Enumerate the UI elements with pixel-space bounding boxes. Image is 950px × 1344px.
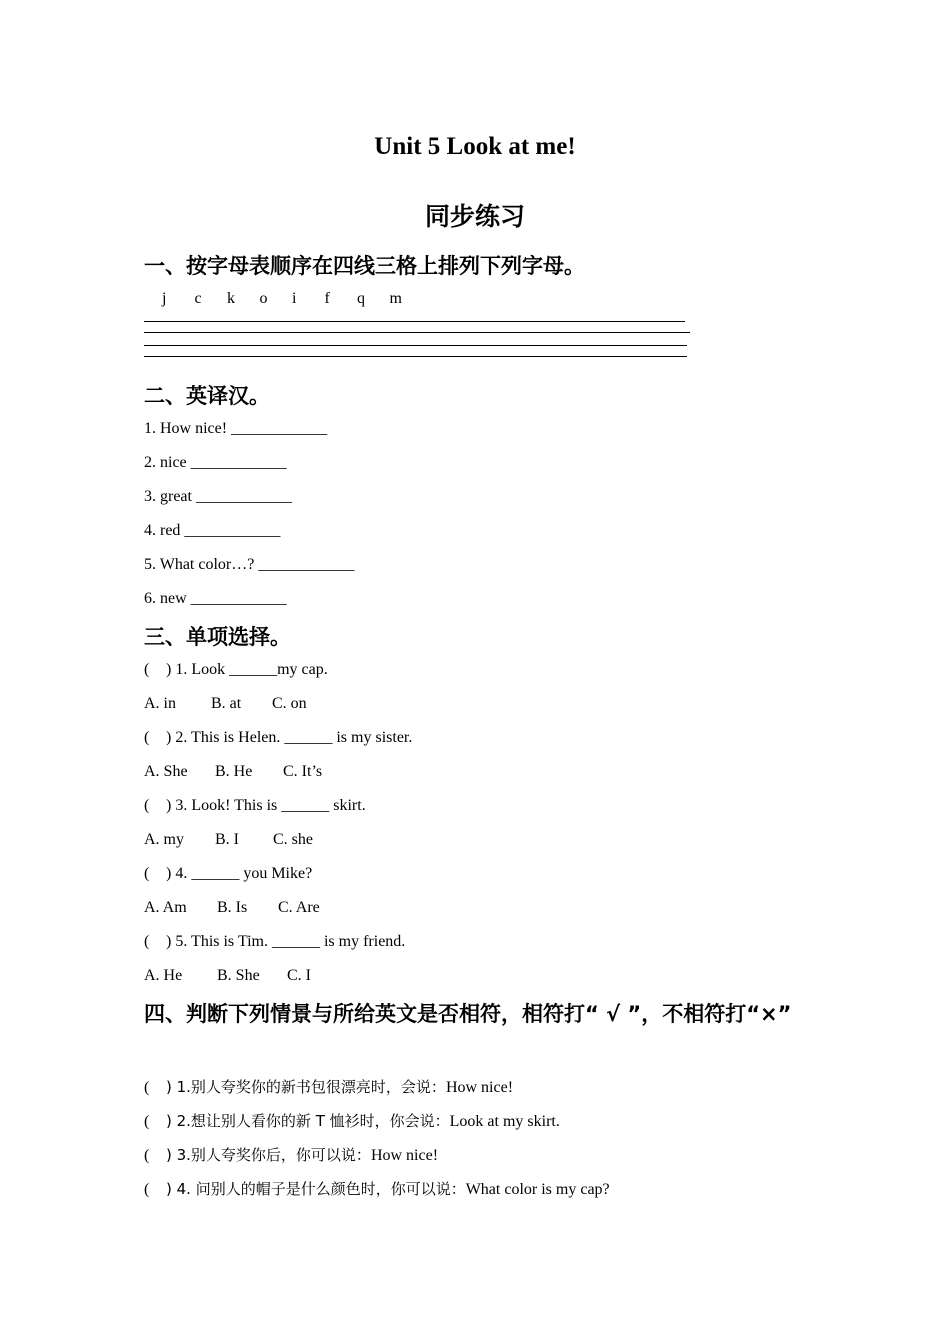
section3-heading: 三、单项选择。 bbox=[144, 625, 291, 649]
option-a[interactable]: A. She bbox=[144, 763, 188, 780]
judge-scenario: ) 1.别人夸奖你的新书包很漂亮时，会说： bbox=[166, 1078, 446, 1096]
translation-item[interactable]: 2. nice ____________ bbox=[144, 454, 287, 471]
section4-heading: 四、判断下列情景与所给英文是否相符，相符打“ √ ”，不相符打“×” bbox=[144, 1002, 792, 1026]
page-title: Unit 5 Look at me! bbox=[374, 133, 576, 160]
grid-line bbox=[144, 345, 687, 346]
mc-options bbox=[144, 763, 322, 781]
judge-scenario: ) 2.想让别人看你的新 T 恤衫时，你会说： bbox=[166, 1112, 450, 1130]
answer-paren[interactable]: ( bbox=[144, 865, 150, 882]
grid-line bbox=[144, 332, 690, 333]
mc-options bbox=[144, 695, 307, 713]
option-a[interactable]: A. He bbox=[144, 967, 183, 984]
translation-item[interactable]: 1. How nice! ____________ bbox=[144, 420, 328, 437]
mc-question bbox=[144, 865, 312, 883]
mc-options bbox=[144, 899, 320, 917]
judge-english: How nice! bbox=[445, 1079, 514, 1096]
option-c[interactable]: C. she bbox=[273, 831, 313, 848]
mc-question bbox=[144, 661, 328, 679]
mc-options bbox=[144, 967, 311, 985]
letter: i bbox=[292, 290, 297, 307]
translation-item[interactable]: 4. red ____________ bbox=[144, 522, 281, 539]
question-text: ) 3. Look! This is ______ skirt. bbox=[166, 797, 366, 814]
judge-scenario: ) 4. 问别人的帽子是什么颜色时，你可以说： bbox=[166, 1180, 466, 1198]
mc-question bbox=[144, 797, 366, 815]
question-text: ) 5. This is Tim. ______ is my friend. bbox=[166, 933, 406, 950]
letter: m bbox=[389, 290, 402, 307]
judge-item bbox=[144, 1178, 610, 1199]
grid-line bbox=[144, 356, 687, 357]
letter: q bbox=[357, 290, 365, 307]
letter: f bbox=[324, 290, 330, 307]
option-a[interactable]: A. Am bbox=[144, 899, 187, 916]
letter: o bbox=[259, 290, 268, 307]
letter: k bbox=[227, 290, 235, 307]
judge-item bbox=[144, 1110, 560, 1131]
option-a[interactable]: A. my bbox=[144, 831, 184, 848]
question-text: ) 4. ______ you Mike? bbox=[166, 865, 313, 882]
option-b[interactable]: B. He bbox=[215, 763, 253, 780]
judge-scenario: ) 3.别人夸奖你后，你可以说： bbox=[166, 1146, 371, 1164]
mc-options bbox=[144, 831, 313, 849]
letter-list bbox=[162, 290, 422, 308]
option-b[interactable]: B. She bbox=[217, 967, 260, 984]
translation-item[interactable]: 6. new ____________ bbox=[144, 590, 287, 607]
option-c[interactable]: C. on bbox=[272, 695, 307, 712]
answer-paren[interactable]: ( bbox=[144, 1147, 150, 1164]
question-text: ) 2. This is Helen. ______ is my sister. bbox=[166, 729, 413, 746]
judge-english: Look at my skirt. bbox=[449, 1113, 560, 1130]
option-b[interactable]: B. I bbox=[215, 831, 239, 848]
answer-paren[interactable]: ( bbox=[144, 1113, 150, 1130]
letter: j bbox=[162, 290, 167, 307]
option-a[interactable]: A. in bbox=[144, 695, 176, 712]
judge-english: What color is my cap? bbox=[465, 1181, 610, 1198]
answer-paren[interactable]: ( bbox=[144, 1079, 150, 1096]
question-text: ) 1. Look ______my cap. bbox=[166, 661, 328, 678]
mc-question bbox=[144, 933, 405, 951]
section2-heading: 二、英译汉。 bbox=[144, 384, 270, 408]
judge-item bbox=[144, 1144, 438, 1165]
mc-question bbox=[144, 729, 412, 747]
answer-paren[interactable]: ( bbox=[144, 661, 150, 678]
page-subtitle: 同步练习 bbox=[424, 202, 525, 231]
answer-paren[interactable]: ( bbox=[144, 729, 150, 746]
option-c[interactable]: C. I bbox=[287, 967, 311, 984]
judge-item bbox=[144, 1076, 513, 1097]
letter: c bbox=[194, 290, 202, 307]
answer-paren[interactable]: ( bbox=[144, 1181, 150, 1198]
section1-heading: 一、按字母表顺序在四线三格上排列下列字母。 bbox=[144, 254, 585, 278]
translation-item[interactable]: 3. great ____________ bbox=[144, 488, 292, 505]
option-b[interactable]: B. at bbox=[211, 695, 242, 712]
translation-item[interactable]: 5. What color…? ____________ bbox=[144, 556, 355, 573]
answer-paren[interactable]: ( bbox=[144, 933, 150, 950]
judge-english: How nice! bbox=[370, 1147, 439, 1164]
option-c[interactable]: C. It’s bbox=[283, 763, 323, 780]
answer-paren[interactable]: ( bbox=[144, 797, 150, 814]
option-b[interactable]: B. Is bbox=[217, 899, 248, 916]
grid-line bbox=[144, 321, 685, 322]
option-c[interactable]: C. Are bbox=[278, 899, 320, 916]
